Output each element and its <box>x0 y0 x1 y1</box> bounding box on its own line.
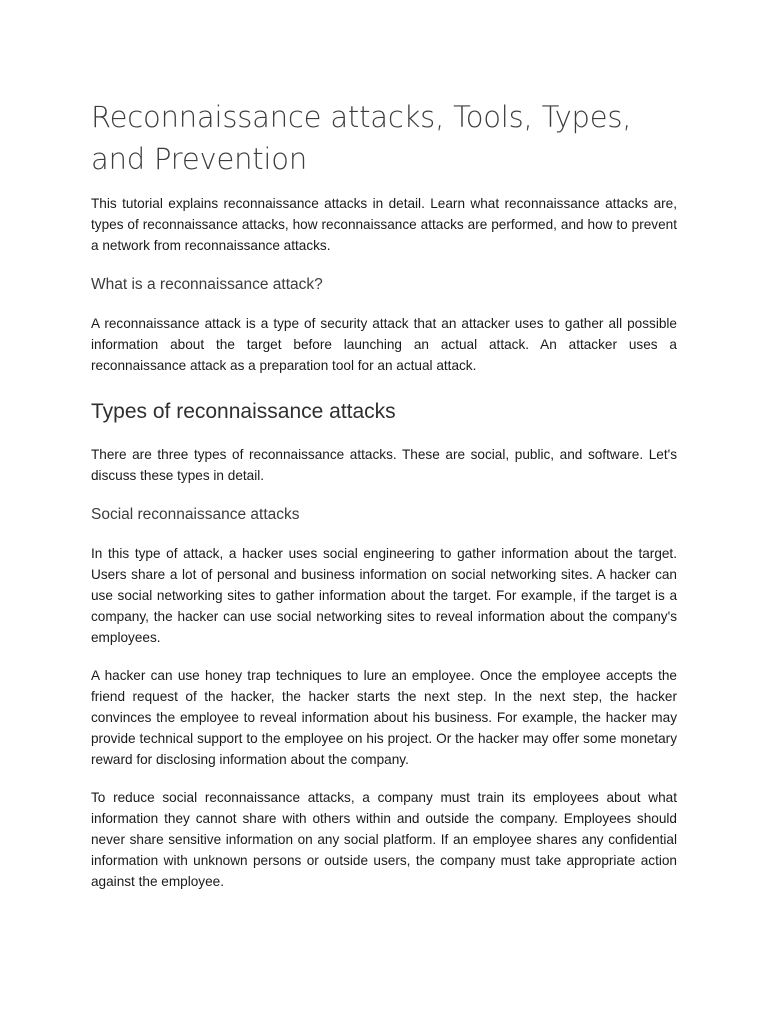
intro-paragraph: This tutorial explains reconnaissance attacks in detail. Learn what reconnaissance attacks are, types of reconnaissance attacks, how reconnaissance attacks are performed, and how to prevent a network from reconnaissance attacks. <box>91 196 677 253</box>
page-title: Reconnaissance attacks, Tools, Types, and Prevention <box>91 100 632 176</box>
what-is-paragraph: A reconnaissance attack is a type of security attack that an attacker uses to gather all possible information about the target before launching an actual attack. An attacker uses a reconnaissance attack as a preparation tool for an actual attack. <box>91 316 677 373</box>
section-heading-types: Types of reconnaissance attacks <box>91 399 396 423</box>
social-paragraph-1: In this type of attack, a hacker uses social engineering to gather information about the target. Users share a lot of personal and business information on social networking sites. A hacker can use social networking sites to gather information about the target. For example, if the target is a company, the hacker can use social networking sites to reveal information about the company's employees. <box>91 546 677 645</box>
types-paragraph: There are three types of reconnaissance attacks. These are social, public, and software. Let's discuss these types in detail. <box>91 446 677 483</box>
section-heading-social: Social reconnaissance attacks <box>91 506 300 524</box>
section-heading-what-is: What is a reconnaissance attack? <box>91 276 323 294</box>
social-paragraph-2: A hacker can use honey trap techniques to lure an employee. Once the employee accepts the friend request of the hacker, the hacker starts the next step. In the next step, the hacker convinces the employee to reveal information about his business. For example, the hacker may provide technical support to the employee on his project. Or the hacker may offer some monetary reward for disclosing information about the company. <box>91 668 677 767</box>
social-paragraph-3: To reduce social reconnaissance attacks, a company must train its employees about what information they cannot share with others within and outside the company. Employees should never share sensitive information on any social platform. If an employee shares any confidential information with unknown persons or outside users, the company must take appropriate action against the employee. <box>91 790 677 889</box>
